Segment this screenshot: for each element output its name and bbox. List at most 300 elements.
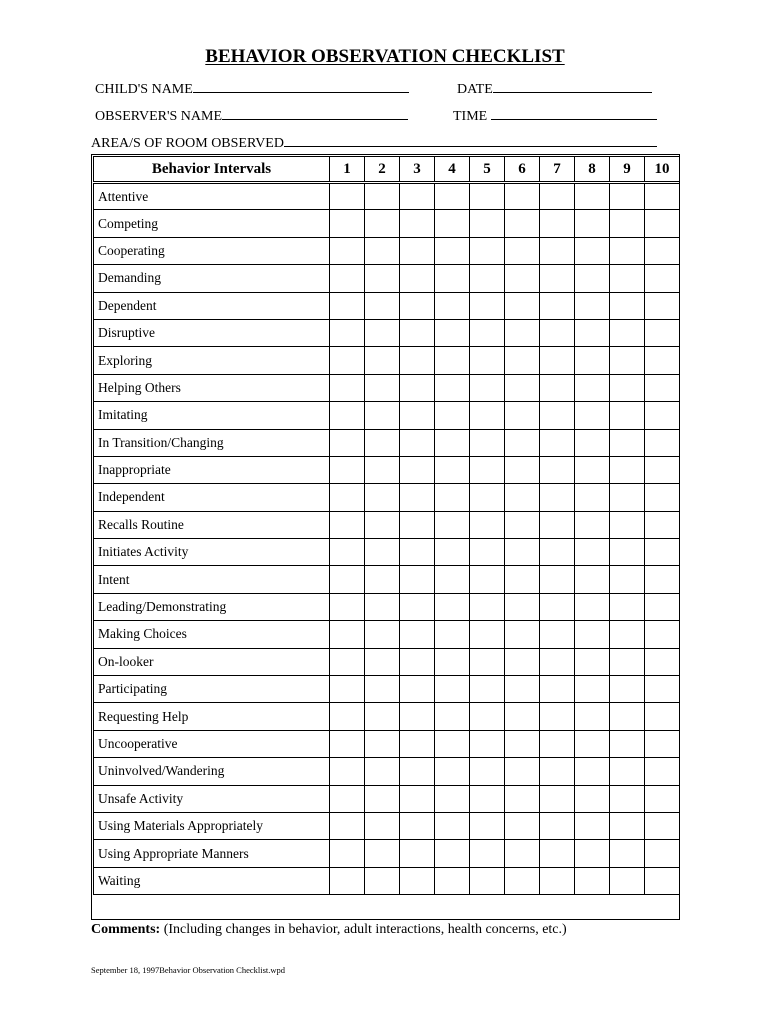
interval-cell-3[interactable] — [400, 265, 435, 292]
interval-cell-2[interactable] — [365, 429, 400, 456]
interval-cell-8[interactable] — [575, 347, 610, 374]
behavior-label: Uncooperative — [94, 730, 330, 757]
observer-name-field — [95, 106, 408, 125]
interval-cell-9[interactable] — [610, 511, 645, 538]
interval-cell-7[interactable] — [540, 566, 575, 593]
behavior-label: Exploring — [94, 347, 330, 374]
interval-cell-5[interactable] — [470, 210, 505, 237]
interval-cell-7[interactable] — [540, 785, 575, 812]
interval-cell-2[interactable] — [365, 265, 400, 292]
table-row — [94, 539, 680, 566]
interval-cell-1[interactable] — [330, 511, 365, 538]
interval-cell-2[interactable] — [365, 730, 400, 757]
interval-cell-2[interactable] — [365, 319, 400, 346]
interval-cell-10[interactable] — [645, 593, 680, 620]
interval-cell-8[interactable] — [575, 703, 610, 730]
interval-cell-8[interactable] — [575, 183, 610, 210]
interval-header-4: 4 — [435, 157, 470, 183]
interval-cell-1[interactable] — [330, 292, 365, 319]
interval-header-3: 3 — [400, 157, 435, 183]
interval-cell-9[interactable] — [610, 593, 645, 620]
interval-cell-7[interactable] — [540, 758, 575, 785]
interval-cell-1[interactable] — [330, 347, 365, 374]
interval-cell-4[interactable] — [435, 319, 470, 346]
observer-name-line[interactable] — [222, 106, 408, 120]
interval-cell-7[interactable] — [540, 237, 575, 264]
interval-cell-3[interactable] — [400, 621, 435, 648]
interval-cell-8[interactable] — [575, 484, 610, 511]
interval-cell-8[interactable] — [575, 429, 610, 456]
interval-cell-7[interactable] — [540, 265, 575, 292]
interval-cell-6[interactable] — [505, 676, 540, 703]
interval-cell-6[interactable] — [505, 840, 540, 867]
interval-cell-8[interactable] — [575, 511, 610, 538]
interval-cell-4[interactable] — [435, 539, 470, 566]
interval-cell-9[interactable] — [610, 347, 645, 374]
interval-cell-6[interactable] — [505, 703, 540, 730]
interval-cell-6[interactable] — [505, 265, 540, 292]
interval-cell-2[interactable] — [365, 511, 400, 538]
interval-cell-7[interactable] — [540, 621, 575, 648]
interval-cell-3[interactable] — [400, 402, 435, 429]
interval-cell-1[interactable] — [330, 867, 365, 894]
interval-cell-3[interactable] — [400, 456, 435, 483]
interval-cell-8[interactable] — [575, 402, 610, 429]
interval-cell-5[interactable] — [470, 347, 505, 374]
interval-cell-3[interactable] — [400, 429, 435, 456]
interval-cell-8[interactable] — [575, 758, 610, 785]
interval-cell-6[interactable] — [505, 237, 540, 264]
interval-cell-8[interactable] — [575, 456, 610, 483]
interval-cell-4[interactable] — [435, 840, 470, 867]
interval-cell-5[interactable] — [470, 703, 505, 730]
interval-cell-2[interactable] — [365, 566, 400, 593]
interval-cell-1[interactable] — [330, 593, 365, 620]
interval-cell-6[interactable] — [505, 319, 540, 346]
interval-cell-10[interactable] — [645, 703, 680, 730]
interval-cell-8[interactable] — [575, 292, 610, 319]
interval-cell-7[interactable] — [540, 703, 575, 730]
interval-cell-5[interactable] — [470, 237, 505, 264]
interval-cell-3[interactable] — [400, 292, 435, 319]
interval-cell-1[interactable] — [330, 539, 365, 566]
interval-cell-6[interactable] — [505, 593, 540, 620]
interval-cell-10[interactable] — [645, 429, 680, 456]
interval-cell-1[interactable] — [330, 456, 365, 483]
interval-cell-9[interactable] — [610, 539, 645, 566]
interval-cell-4[interactable] — [435, 402, 470, 429]
interval-cell-7[interactable] — [540, 511, 575, 538]
interval-cell-5[interactable] — [470, 566, 505, 593]
interval-cell-1[interactable] — [330, 374, 365, 401]
interval-cell-6[interactable] — [505, 183, 540, 210]
interval-cell-9[interactable] — [610, 374, 645, 401]
interval-cell-8[interactable] — [575, 867, 610, 894]
behavior-label: Intent — [94, 566, 330, 593]
interval-cell-3[interactable] — [400, 347, 435, 374]
interval-cell-6[interactable] — [505, 621, 540, 648]
behavior-label: Imitating — [94, 402, 330, 429]
interval-cell-8[interactable] — [575, 593, 610, 620]
interval-cell-6[interactable] — [505, 347, 540, 374]
interval-cell-10[interactable] — [645, 758, 680, 785]
interval-cell-4[interactable] — [435, 347, 470, 374]
interval-cell-9[interactable] — [610, 867, 645, 894]
interval-cell-6[interactable] — [505, 758, 540, 785]
interval-cell-7[interactable] — [540, 429, 575, 456]
interval-cell-3[interactable] — [400, 484, 435, 511]
interval-cell-2[interactable] — [365, 676, 400, 703]
interval-cell-9[interactable] — [610, 676, 645, 703]
interval-cell-6[interactable] — [505, 374, 540, 401]
interval-cell-4[interactable] — [435, 867, 470, 894]
interval-cell-10[interactable] — [645, 511, 680, 538]
interval-cell-9[interactable] — [610, 621, 645, 648]
interval-cell-4[interactable] — [435, 812, 470, 839]
interval-cell-8[interactable] — [575, 237, 610, 264]
interval-cell-9[interactable] — [610, 785, 645, 812]
child-name-line[interactable] — [193, 79, 409, 93]
interval-cell-5[interactable] — [470, 676, 505, 703]
interval-cell-5[interactable] — [470, 374, 505, 401]
interval-cell-5[interactable] — [470, 402, 505, 429]
interval-cell-7[interactable] — [540, 183, 575, 210]
interval-cell-2[interactable] — [365, 812, 400, 839]
interval-cell-9[interactable] — [610, 484, 645, 511]
interval-cell-4[interactable] — [435, 730, 470, 757]
interval-cell-3[interactable] — [400, 867, 435, 894]
observer-name-label: OBSERVER'S NAME — [95, 109, 223, 124]
interval-cell-9[interactable] — [610, 183, 645, 210]
interval-cell-1[interactable] — [330, 429, 365, 456]
interval-cell-2[interactable] — [365, 703, 400, 730]
interval-cell-10[interactable] — [645, 319, 680, 346]
interval-cell-2[interactable] — [365, 347, 400, 374]
interval-cell-2[interactable] — [365, 648, 400, 675]
interval-cell-7[interactable] — [540, 648, 575, 675]
behavior-label: Demanding — [94, 265, 330, 292]
interval-cell-3[interactable] — [400, 676, 435, 703]
table-row — [94, 292, 680, 319]
interval-cell-1[interactable] — [330, 621, 365, 648]
interval-cell-3[interactable] — [400, 758, 435, 785]
interval-cell-2[interactable] — [365, 621, 400, 648]
interval-cell-1[interactable] — [330, 265, 365, 292]
interval-cell-5[interactable] — [470, 785, 505, 812]
interval-cell-3[interactable] — [400, 593, 435, 620]
interval-cell-5[interactable] — [470, 319, 505, 346]
interval-cell-4[interactable] — [435, 374, 470, 401]
interval-cell-10[interactable] — [645, 237, 680, 264]
interval-cell-4[interactable] — [435, 456, 470, 483]
interval-cell-6[interactable] — [505, 210, 540, 237]
interval-cell-3[interactable] — [400, 210, 435, 237]
interval-cell-10[interactable] — [645, 812, 680, 839]
interval-cell-2[interactable] — [365, 183, 400, 210]
interval-cell-9[interactable] — [610, 730, 645, 757]
interval-cell-5[interactable] — [470, 648, 505, 675]
interval-cell-6[interactable] — [505, 539, 540, 566]
interval-cell-5[interactable] — [470, 183, 505, 210]
interval-cell-4[interactable] — [435, 511, 470, 538]
interval-cell-5[interactable] — [470, 812, 505, 839]
interval-cell-1[interactable] — [330, 183, 365, 210]
interval-cell-2[interactable] — [365, 484, 400, 511]
interval-cell-10[interactable] — [645, 183, 680, 210]
interval-cell-9[interactable] — [610, 812, 645, 839]
interval-cell-2[interactable] — [365, 867, 400, 894]
interval-cell-10[interactable] — [645, 867, 680, 894]
interval-cell-5[interactable] — [470, 730, 505, 757]
interval-cell-1[interactable] — [330, 484, 365, 511]
child-name-label: CHILD'S NAME — [95, 82, 193, 97]
time-line[interactable] — [491, 106, 657, 120]
interval-cell-2[interactable] — [365, 292, 400, 319]
comments-label: Comments: — [91, 922, 161, 937]
interval-cell-4[interactable] — [435, 292, 470, 319]
interval-cell-10[interactable] — [645, 210, 680, 237]
interval-cell-7[interactable] — [540, 292, 575, 319]
interval-cell-4[interactable] — [435, 484, 470, 511]
interval-cell-3[interactable] — [400, 183, 435, 210]
interval-cell-1[interactable] — [330, 237, 365, 264]
interval-cell-3[interactable] — [400, 237, 435, 264]
interval-cell-5[interactable] — [470, 867, 505, 894]
interval-cell-7[interactable] — [540, 867, 575, 894]
interval-cell-3[interactable] — [400, 840, 435, 867]
interval-cell-10[interactable] — [645, 402, 680, 429]
interval-cell-1[interactable] — [330, 703, 365, 730]
interval-cell-3[interactable] — [400, 703, 435, 730]
interval-cell-9[interactable] — [610, 402, 645, 429]
table-row — [94, 374, 680, 401]
page-title: BEHAVIOR OBSERVATION CHECKLIST — [205, 46, 565, 67]
behavior-label: Cooperating — [94, 237, 330, 264]
interval-cell-9[interactable] — [610, 566, 645, 593]
interval-cell-5[interactable] — [470, 292, 505, 319]
interval-cell-7[interactable] — [540, 319, 575, 346]
date-label: DATE — [457, 82, 493, 97]
interval-cell-6[interactable] — [505, 812, 540, 839]
interval-cell-1[interactable] — [330, 676, 365, 703]
interval-cell-1[interactable] — [330, 566, 365, 593]
interval-cell-2[interactable] — [365, 210, 400, 237]
interval-cell-4[interactable] — [435, 429, 470, 456]
interval-cell-6[interactable] — [505, 648, 540, 675]
interval-cell-5[interactable] — [470, 840, 505, 867]
interval-cell-4[interactable] — [435, 785, 470, 812]
behavior-label: Independent — [94, 484, 330, 511]
interval-cell-10[interactable] — [645, 730, 680, 757]
behavior-intervals-header: Behavior Intervals — [94, 157, 330, 183]
area-line[interactable] — [284, 133, 657, 147]
behavior-label: Attentive — [94, 183, 330, 210]
interval-cell-5[interactable] — [470, 511, 505, 538]
interval-cell-10[interactable] — [645, 648, 680, 675]
interval-cell-2[interactable] — [365, 402, 400, 429]
table-row — [94, 319, 680, 346]
interval-cell-3[interactable] — [400, 374, 435, 401]
behavior-label: Competing — [94, 210, 330, 237]
interval-cell-2[interactable] — [365, 593, 400, 620]
interval-cell-6[interactable] — [505, 402, 540, 429]
interval-cell-4[interactable] — [435, 676, 470, 703]
interval-cell-8[interactable] — [575, 730, 610, 757]
behavior-label: Waiting — [94, 867, 330, 894]
interval-cell-6[interactable] — [505, 867, 540, 894]
interval-cell-6[interactable] — [505, 730, 540, 757]
interval-cell-4[interactable] — [435, 621, 470, 648]
interval-cell-8[interactable] — [575, 676, 610, 703]
table-row — [94, 511, 680, 538]
interval-cell-10[interactable] — [645, 621, 680, 648]
interval-cell-8[interactable] — [575, 812, 610, 839]
behavior-label: Leading/Demonstrating — [94, 593, 330, 620]
interval-cell-2[interactable] — [365, 374, 400, 401]
interval-cell-4[interactable] — [435, 648, 470, 675]
table-row — [94, 812, 680, 839]
table-row — [94, 785, 680, 812]
interval-cell-5[interactable] — [470, 456, 505, 483]
interval-cell-6[interactable] — [505, 429, 540, 456]
interval-cell-4[interactable] — [435, 265, 470, 292]
interval-cell-4[interactable] — [435, 210, 470, 237]
interval-cell-8[interactable] — [575, 265, 610, 292]
interval-cell-9[interactable] — [610, 210, 645, 237]
interval-cell-9[interactable] — [610, 292, 645, 319]
interval-cell-7[interactable] — [540, 456, 575, 483]
interval-cell-9[interactable] — [610, 265, 645, 292]
interval-cell-3[interactable] — [400, 812, 435, 839]
interval-cell-3[interactable] — [400, 648, 435, 675]
interval-cell-7[interactable] — [540, 812, 575, 839]
interval-cell-10[interactable] — [645, 484, 680, 511]
interval-cell-9[interactable] — [610, 456, 645, 483]
interval-cell-4[interactable] — [435, 593, 470, 620]
interval-cell-3[interactable] — [400, 785, 435, 812]
interval-cell-5[interactable] — [470, 593, 505, 620]
interval-cell-8[interactable] — [575, 648, 610, 675]
interval-cell-4[interactable] — [435, 237, 470, 264]
interval-cell-10[interactable] — [645, 292, 680, 319]
interval-cell-4[interactable] — [435, 183, 470, 210]
table-row — [94, 210, 680, 237]
area-label: AREA/S OF ROOM OBSERVED — [91, 136, 284, 151]
interval-cell-8[interactable] — [575, 785, 610, 812]
interval-cell-10[interactable] — [645, 785, 680, 812]
interval-cell-5[interactable] — [470, 539, 505, 566]
area-field — [91, 133, 657, 152]
interval-cell-9[interactable] — [610, 237, 645, 264]
table-row — [94, 840, 680, 867]
interval-cell-2[interactable] — [365, 785, 400, 812]
interval-cell-7[interactable] — [540, 840, 575, 867]
interval-cell-5[interactable] — [470, 758, 505, 785]
interval-cell-8[interactable] — [575, 621, 610, 648]
interval-cell-7[interactable] — [540, 539, 575, 566]
interval-cell-2[interactable] — [365, 758, 400, 785]
interval-cell-10[interactable] — [645, 840, 680, 867]
interval-cell-7[interactable] — [540, 374, 575, 401]
interval-cell-1[interactable] — [330, 758, 365, 785]
interval-cell-6[interactable] — [505, 292, 540, 319]
date-field — [457, 79, 652, 98]
behavior-label: Making Choices — [94, 621, 330, 648]
interval-cell-5[interactable] — [470, 484, 505, 511]
interval-cell-10[interactable] — [645, 539, 680, 566]
interval-cell-9[interactable] — [610, 648, 645, 675]
interval-cell-10[interactable] — [645, 676, 680, 703]
interval-cell-1[interactable] — [330, 319, 365, 346]
interval-cell-1[interactable] — [330, 785, 365, 812]
interval-cell-8[interactable] — [575, 539, 610, 566]
interval-cell-9[interactable] — [610, 758, 645, 785]
interval-cell-3[interactable] — [400, 319, 435, 346]
interval-cell-3[interactable] — [400, 566, 435, 593]
interval-cell-4[interactable] — [435, 703, 470, 730]
interval-cell-5[interactable] — [470, 265, 505, 292]
interval-cell-2[interactable] — [365, 539, 400, 566]
interval-cell-9[interactable] — [610, 429, 645, 456]
interval-cell-1[interactable] — [330, 648, 365, 675]
date-line[interactable] — [493, 79, 652, 93]
interval-cell-8[interactable] — [575, 566, 610, 593]
interval-cell-2[interactable] — [365, 840, 400, 867]
interval-cell-2[interactable] — [365, 237, 400, 264]
interval-cell-5[interactable] — [470, 621, 505, 648]
interval-cell-8[interactable] — [575, 374, 610, 401]
behavior-label: Inappropriate — [94, 456, 330, 483]
interval-cell-6[interactable] — [505, 484, 540, 511]
interval-cell-1[interactable] — [330, 210, 365, 237]
table-row — [94, 456, 680, 483]
interval-cell-10[interactable] — [645, 374, 680, 401]
interval-cell-7[interactable] — [540, 210, 575, 237]
interval-cell-1[interactable] — [330, 840, 365, 867]
interval-cell-4[interactable] — [435, 566, 470, 593]
interval-cell-7[interactable] — [540, 402, 575, 429]
interval-cell-3[interactable] — [400, 730, 435, 757]
interval-cell-1[interactable] — [330, 402, 365, 429]
interval-cell-7[interactable] — [540, 484, 575, 511]
interval-cell-7[interactable] — [540, 593, 575, 620]
interval-cell-6[interactable] — [505, 785, 540, 812]
interval-cell-8[interactable] — [575, 319, 610, 346]
interval-cell-10[interactable] — [645, 265, 680, 292]
interval-cell-7[interactable] — [540, 347, 575, 374]
interval-cell-3[interactable] — [400, 539, 435, 566]
interval-cell-6[interactable] — [505, 456, 540, 483]
interval-cell-8[interactable] — [575, 840, 610, 867]
interval-cell-6[interactable] — [505, 511, 540, 538]
interval-cell-9[interactable] — [610, 703, 645, 730]
interval-cell-9[interactable] — [610, 840, 645, 867]
interval-cell-9[interactable] — [610, 319, 645, 346]
interval-cell-2[interactable] — [365, 456, 400, 483]
interval-cell-1[interactable] — [330, 812, 365, 839]
interval-cell-3[interactable] — [400, 511, 435, 538]
interval-cell-6[interactable] — [505, 566, 540, 593]
interval-cell-10[interactable] — [645, 456, 680, 483]
interval-cell-5[interactable] — [470, 429, 505, 456]
interval-cell-1[interactable] — [330, 730, 365, 757]
interval-cell-4[interactable] — [435, 758, 470, 785]
interval-cell-8[interactable] — [575, 210, 610, 237]
interval-cell-7[interactable] — [540, 730, 575, 757]
interval-cell-7[interactable] — [540, 676, 575, 703]
interval-cell-10[interactable] — [645, 347, 680, 374]
interval-cell-10[interactable] — [645, 566, 680, 593]
